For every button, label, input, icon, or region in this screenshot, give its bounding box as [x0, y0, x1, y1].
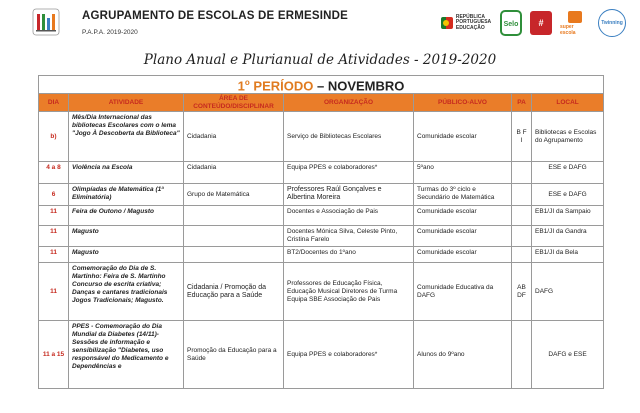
cell-publico: Comunidade escolar: [414, 112, 512, 162]
column-header-area: ÁREA DE CONTEÚDO/DISCIPLINAR: [184, 94, 284, 112]
table-row: [39, 247, 604, 263]
cell-atividade: Violência na Escola: [69, 162, 184, 184]
cell-publico: Comunidade escolar: [414, 206, 512, 226]
cell-area: [184, 226, 284, 247]
cell-dia: 11: [39, 247, 69, 263]
cell-area: [184, 247, 284, 263]
table-header-row: [39, 94, 604, 112]
cell-pa: [512, 184, 532, 206]
cell-pa: [512, 321, 532, 389]
table-row: [39, 184, 604, 206]
cell-publico: Comunidade escolar: [414, 226, 512, 247]
school-logo-icon: [32, 8, 60, 36]
cell-pa: [512, 206, 532, 226]
red-school-logo: #: [530, 11, 552, 35]
cell-area: [184, 206, 284, 226]
cell-pa: [512, 247, 532, 263]
cell-publico: Alunos do 9ºano: [414, 321, 512, 389]
document-title: Plano Anual e Plurianual de Atividades - 2019-2020: [143, 52, 497, 68]
page-header: [0, 0, 640, 44]
super-escola-logo: super escola: [560, 10, 590, 36]
cell-pa: B F I: [512, 112, 532, 162]
cell-organizacao: Equipa PPES e colaboradores*: [284, 162, 414, 184]
cell-atividade: Magusto: [69, 247, 184, 263]
cell-organizacao: Docentes e Associação de Pais: [284, 206, 414, 226]
cell-area: Cidadania / Promoção da Educação para a Saúde: [184, 263, 284, 321]
table-row: [39, 263, 604, 321]
cell-publico: Comunidade escolar: [414, 247, 512, 263]
activities-table: [38, 75, 604, 389]
cell-dia: 11: [39, 226, 69, 247]
cell-atividade: Magusto: [69, 226, 184, 247]
cell-atividade: Olimpíadas de Matemática (1ª Eliminatória): [69, 184, 184, 206]
cell-pa: AB DF: [512, 263, 532, 321]
column-header-dia: DIA: [39, 94, 69, 112]
cell-dia: 11: [39, 263, 69, 321]
cell-dia: 4 a 8: [39, 162, 69, 184]
cell-dia: 11 a 15: [39, 321, 69, 389]
column-header-local: LOCAL: [532, 94, 604, 112]
column-header-atividade: ATIVIDADE: [69, 94, 184, 112]
cell-publico: Comunidade Educativa da DAFG: [414, 263, 512, 321]
cell-publico: 5ºano: [414, 162, 512, 184]
republica-portuguesa-logo: REPÚBLICA PORTUGUESA EDUCAÇÃO: [440, 10, 492, 36]
portugal-flag-icon: [441, 17, 453, 29]
table-row: [39, 162, 604, 184]
cell-local: ESE e DAFG: [532, 162, 604, 184]
table-row: [39, 226, 604, 247]
column-header-pa: PA: [512, 94, 532, 112]
cell-organizacao: Professores Raúl Gonçalves e Albertina Moreira: [284, 184, 414, 206]
cell-organizacao: Docentes Mónica Silva, Celeste Pinto, Cristina Farelo: [284, 226, 414, 247]
cell-dia: b): [39, 112, 69, 162]
column-header-organizacao: ORGANIZAÇÃO: [284, 94, 414, 112]
cell-atividade: Feira de Outono / Magusto: [69, 206, 184, 226]
cell-atividade: PPES - Comemoração do Dia Mundial da Diabetes (14/11)- Sessões de informação e sensibilização "Diabetes, uso responsável do Medicamento e Dependências e: [69, 321, 184, 389]
table-row: [39, 206, 604, 226]
cell-local: EB1/JI da Sampaio: [532, 206, 604, 226]
cell-area: Cidadania: [184, 162, 284, 184]
cell-organizacao: Professores de Educação Física, Educação Musical Diretores de Turma Equipa SBE Associação de Pais: [284, 263, 414, 321]
cell-organizacao: BT2/Docentes do 1ºano: [284, 247, 414, 263]
cell-local: DAFG e ESE: [532, 321, 604, 389]
cell-pa: [512, 226, 532, 247]
table-row: [39, 112, 604, 162]
school-name: AGRUPAMENTO DE ESCOLAS DE ERMESINDE: [82, 10, 348, 22]
school-subtitle: P.A.P.A. 2019-2020: [82, 29, 138, 36]
column-header-publico: PÚBLICO-ALVO: [414, 94, 512, 112]
table-row: [39, 321, 604, 389]
cell-atividade: Mês/Dia Internacional das bibliotecas Escolares com o lema "Jogo À Descoberta da Biblioteca": [69, 112, 184, 162]
etwinning-logo: Twinning: [598, 9, 626, 37]
cell-publico: Turmas do 3º ciclo e Secundário de Matemática: [414, 184, 512, 206]
cell-atividade: Comemoração do Dia de S. Martinho: Feira de S. Martinho Concurso de escrita criativa; Danças e cantares tradicionais Jogos Tradicionais; Magusto.: [69, 263, 184, 321]
cell-organizacao: Serviço de Bibliotecas Escolares: [284, 112, 414, 162]
cell-local: EB1/JI da Bela: [532, 247, 604, 263]
cell-dia: 11: [39, 206, 69, 226]
period-row: [39, 76, 604, 94]
cell-local: ESE e DAFG: [532, 184, 604, 206]
partner-logos: [440, 8, 626, 38]
cell-area: Promoção da Educação para a Saúde: [184, 321, 284, 389]
selo-escola-logo: Selo: [500, 10, 522, 36]
cell-local: EB1/JI da Gandra: [532, 226, 604, 247]
cell-pa: [512, 162, 532, 184]
cell-organizacao: Equipa PPES e colaboradores*: [284, 321, 414, 389]
cell-area: Cidadania: [184, 112, 284, 162]
cell-dia: 6: [39, 184, 69, 206]
cell-local: Bibliotecas e Escolas do Agrupamento: [532, 112, 604, 162]
period-heading: 1$^o$ PERÍODO – NOVEMBRO: [39, 76, 604, 94]
cell-area: Grupo de Matemática: [184, 184, 284, 206]
activities-table-container: [38, 75, 603, 389]
cell-local: DAFG: [532, 263, 604, 321]
